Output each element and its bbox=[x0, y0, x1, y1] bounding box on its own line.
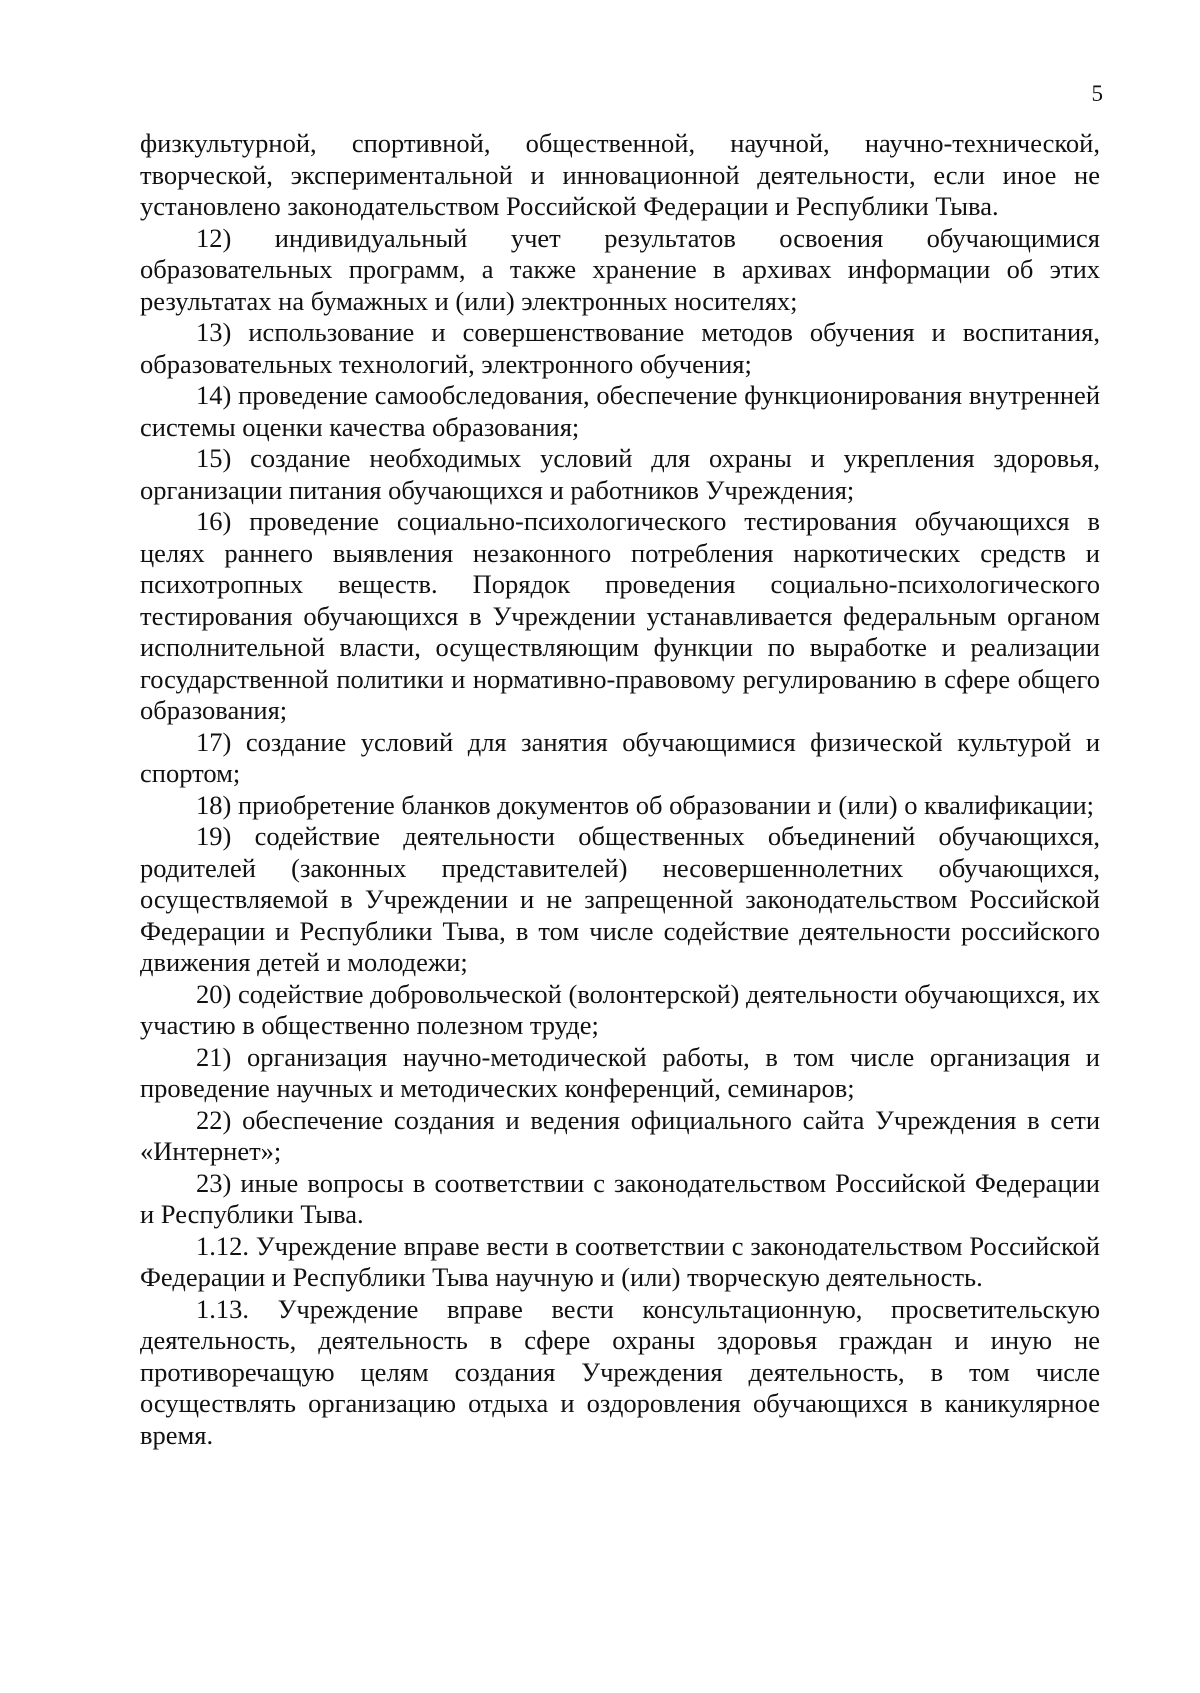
list-item-15: 15) создание необходимых условий для охраны и укрепления здоровья, организации питания обучающихся и работников Учреждения; bbox=[140, 443, 1100, 505]
list-item-19: 19) содействие деятельности общественных объединений обучающихся, родителей (законных представителей) несовершеннолетних обучающихся, осуществляемой в Учреждении и не запрещенной законодательством Российской Федерации и Республики Тыва, в том числе содействие деятельности российского движения детей и молодежи; bbox=[140, 821, 1100, 977]
list-item-18: 18) приобретение бланков документов об образовании и (или) о квалификации; bbox=[196, 789, 1095, 820]
list-item-14: 14) проведение самообследования, обеспечение функционирования внутренней системы оценки качества образования; bbox=[140, 380, 1100, 442]
page-number: 5 bbox=[1091, 81, 1103, 106]
list-item-23: 23) иные вопросы в соответствии с законодательством Российской Федерации и Республики Тыва. bbox=[140, 1167, 1100, 1229]
section-1-13: 1.13. Учреждение вправе вести консультационную, просветительскую деятельность, деятельность в сфере охраны здоровья граждан и иную не противоречащую целям создания Учреждения деятельность, в том числе осуществлять организацию отдыха и оздоровления обучающихся в каникулярное время. bbox=[140, 1293, 1100, 1450]
list-item-22: 22) обеспечение создания и ведения официального сайта Учреждения в сети «Интернет»; bbox=[140, 1104, 1100, 1166]
list-item-20: 20) содействие добровольческой (волонтерской) деятельности обучающихся, их участию в общественно полезном труде; bbox=[140, 978, 1100, 1040]
list-item-12: 12) индивидуальный учет результатов освоения обучающимися образовательных программ, а также хранение в архивах информации об этих результатах на бумажных и (или) электронных носителях; bbox=[140, 222, 1100, 316]
list-item-16: 16) проведение социально-психологического тестирования обучающихся в целях раннего выявления незаконного потребления наркотических средств и психотропных веществ. Порядок проведения социально-психологического тестирования обучающихся в Учреждении устанавливается федеральным органом исполнительной власти, осуществляющим функции по выработке и реализации государственной политики и нормативно-правовому регулированию в сфере общего образования; bbox=[140, 506, 1100, 725]
document-body bbox=[140, 128, 1100, 1451]
list-item-13: 13) использование и совершенствование методов обучения и воспитания, образовательных технологий, электронного обучения; bbox=[140, 317, 1100, 379]
list-item-17: 17) создание условий для занятия обучающимися физической культурой и спортом; bbox=[140, 726, 1100, 788]
list-item-21: 21) организация научно-методической работы, в том числе организация и проведение научных и методических конференций, семинаров; bbox=[140, 1041, 1100, 1103]
section-1-12: 1.12. Учреждение вправе вести в соответствии с законодательством Российской Федерации и Республики Тыва научную и (или) творческую деятельность. bbox=[140, 1230, 1100, 1292]
paragraph-continuation: физкультурной, спортивной, общественной, научной, научно-технической, творческой, экспериментальной и инновационной деятельности, если иное не установлено законодательством Российской Федерации и Республики Тыва. bbox=[140, 128, 1100, 221]
